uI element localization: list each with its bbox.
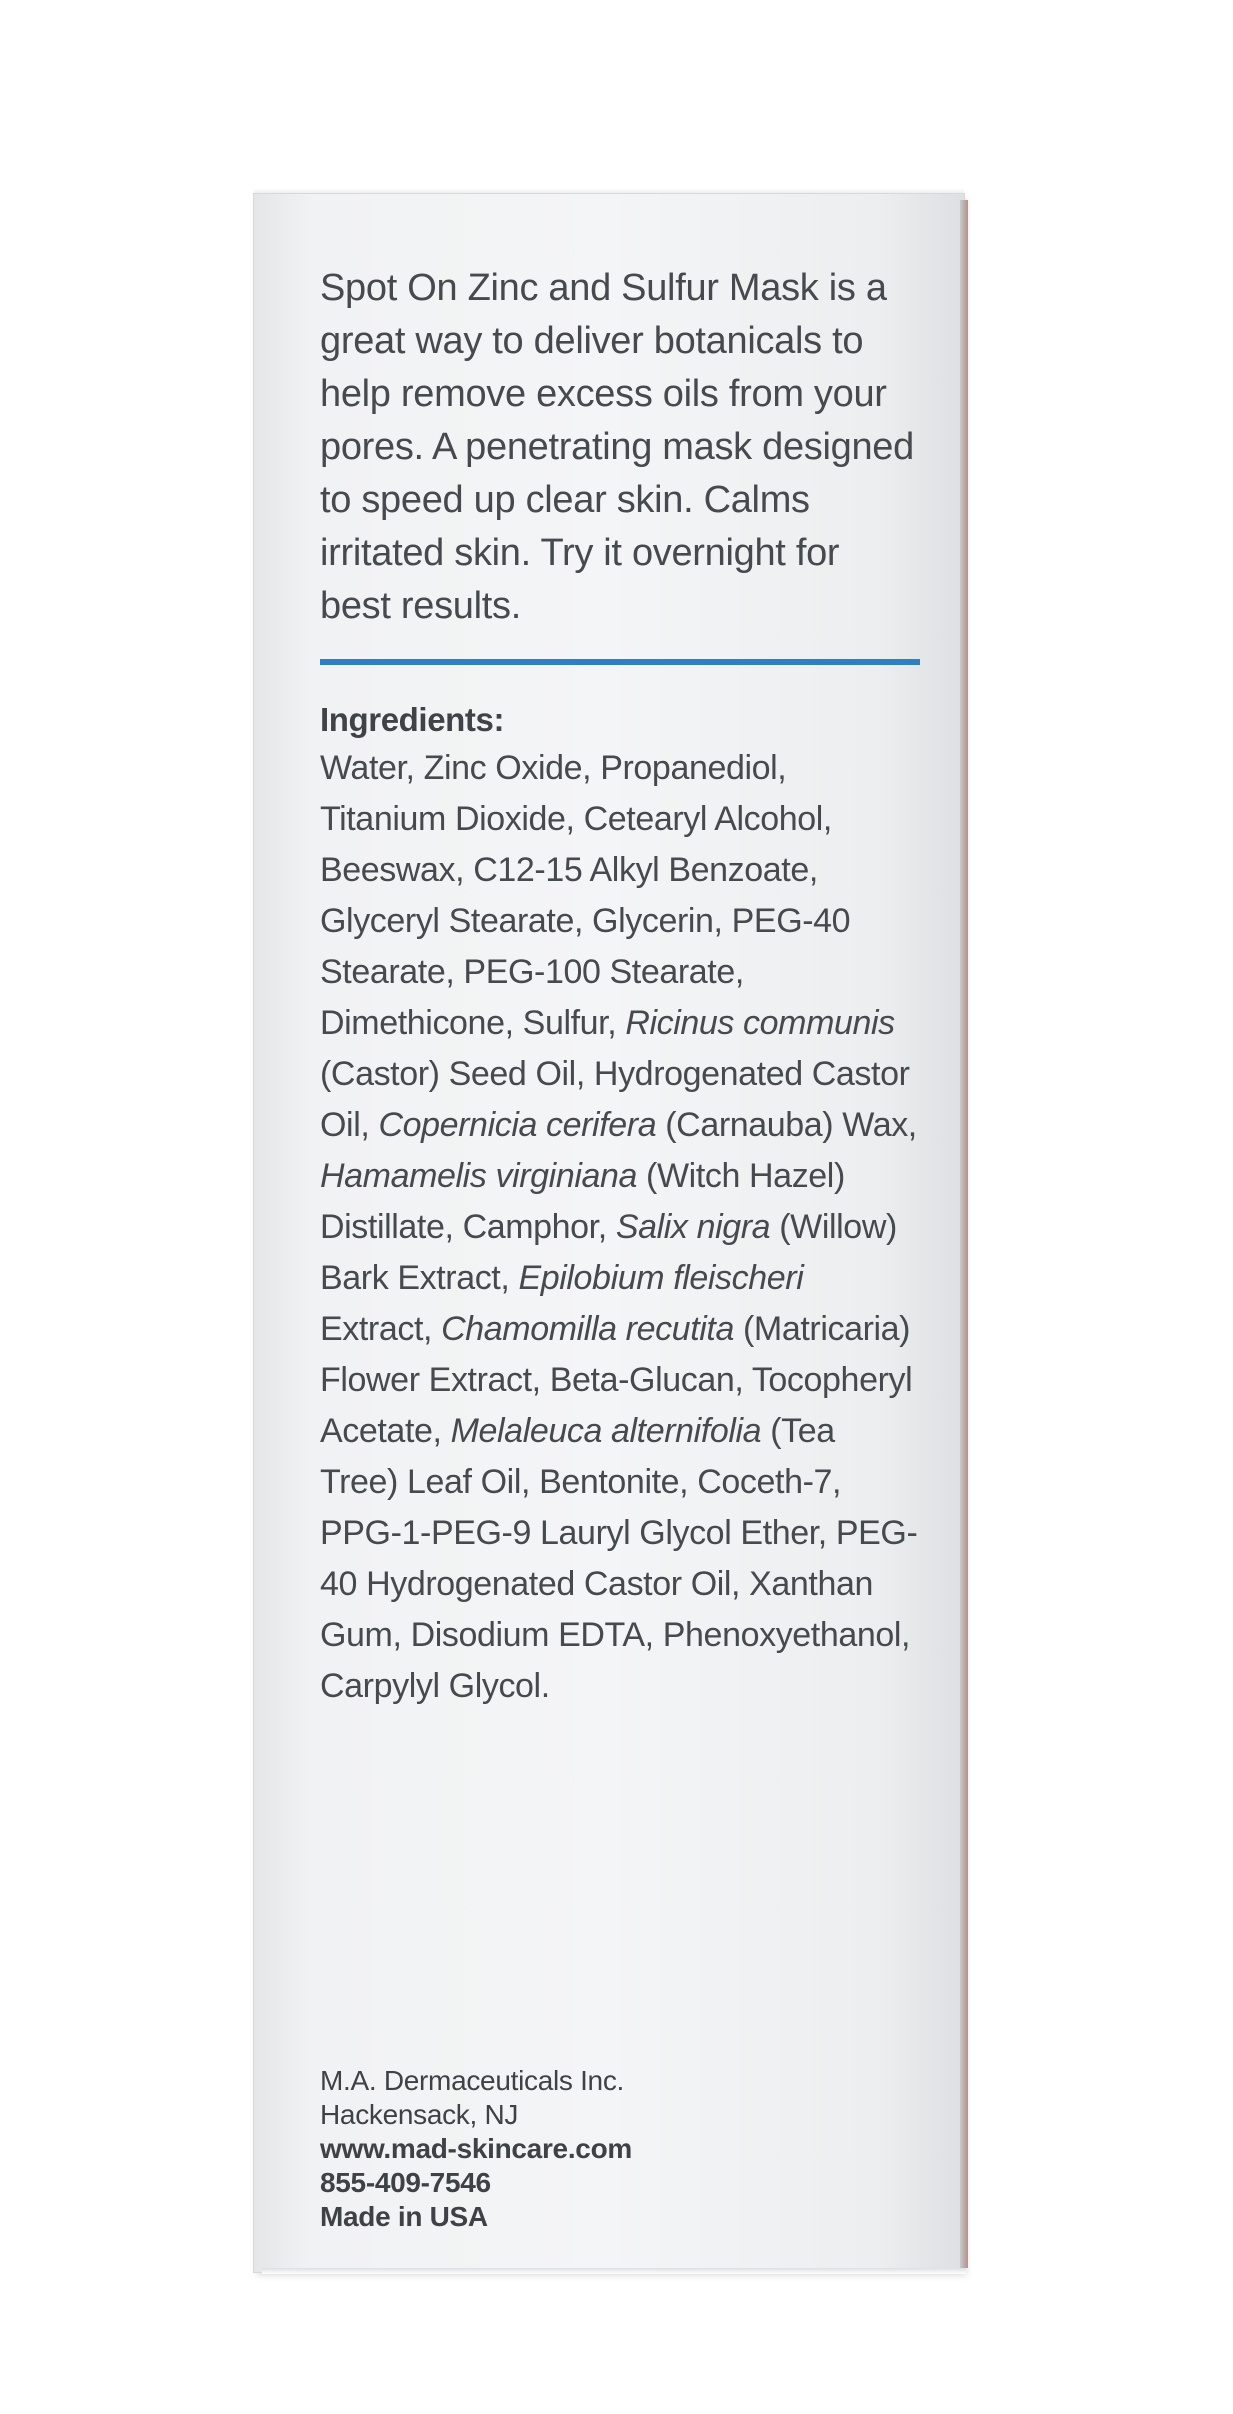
ingredient-text: (Castor) Seed Oil, Hydrogenated Castor Oil, [320,1055,910,1144]
ingredient-botanical-name: Epilobium fleischeri [518,1259,804,1297]
ingredient-botanical-name: Hamamelis virginiana [320,1157,638,1195]
company-location: Hackensack, NJ [320,2099,519,2130]
ingredient-text: (Willow) Bark Extract, [320,1208,897,1297]
company-name: M.A. Dermaceuticals Inc. [320,2065,624,2096]
ingredient-text: (Carnauba) Wax, [656,1106,917,1144]
ingredients-heading: Ingredients: [320,701,505,738]
company-phone: 855-409-7546 [320,2167,491,2198]
ingredient-text: (Tea Tree) Leaf Oil, Bentonite, Coceth-7, PPG-1-PEG-9 Lauryl Glycol Ether, PEG-40 Hydrogenated Castor Oil, Xanthan Gum, Disodium EDTA, Phenoxyethanol, Carpylyl Glycol. [320,1412,918,1705]
ingredient-text: Extract, [320,1310,442,1348]
ingredient-botanical-name: Chamomilla recutita [441,1310,734,1348]
box-right-edge [960,200,968,2268]
ingredients-list [320,743,920,1712]
box-bottom-edge [262,2268,966,2274]
blue-divider [320,659,920,665]
ingredient-botanical-name: Salix nigra [615,1208,771,1246]
company-website: www.mad-skincare.com [320,2133,632,2164]
ingredient-botanical-name: Ricinus communis [625,1004,895,1042]
made-in-label: Made in USA [320,2201,488,2232]
company-info [320,2064,880,2234]
ingredient-text: (Witch Hazel) Distillate, Camphor, [320,1157,845,1246]
ingredient-text: Water, Zinc Oxide, Propanediol, Titanium Dioxide, Cetearyl Alcohol, Beeswax, C12-15 Alkyl Benzoate, Glyceryl Stearate, Glycerin, PEG-40 Stearate, PEG-100 Stearate, Dimethicone, Sulfur, [320,749,851,1042]
panel-content [320,262,920,1712]
ingredient-botanical-name: Copernicia cerifera [378,1106,657,1144]
product-description: Spot On Zinc and Sulfur Mask is a great way to deliver botanicals to help remove excess oils from your pores. A penetrating mask designed to speed up clear skin. Calms irritated skin. Try it overnight for best results. [320,267,914,627]
ingredient-botanical-name: Melaleuca alternifolia [450,1412,762,1450]
ingredient-text: (Matricaria) Flower Extract, Beta-Glucan, Tocopheryl Acetate, [320,1310,913,1450]
